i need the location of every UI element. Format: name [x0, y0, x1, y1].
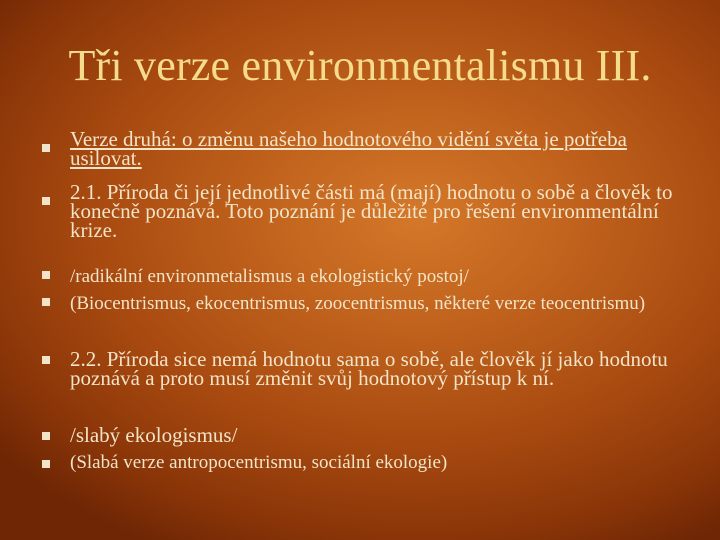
bullet-item: (Biocentrismus, ekocentrismus, zoocentrismus, některé verze teocentrismu)	[70, 293, 646, 314]
slide-title: Tři verze environmentalismu III.	[68, 41, 652, 90]
bullet-item: 2.2. Příroda sice nemá hodnotu sama o sobě, ale člověk jí jako hodnotu poznává a proto musí změnit svůj hodnotový přístup k ní.	[70, 347, 668, 390]
bullet-marker	[42, 356, 50, 364]
bullet-item: Verze druhá: o změnu našeho hodnotového vidění světa je potřeba usilovat.	[70, 127, 627, 170]
bullet-item: /slabý ekologismus/	[70, 423, 238, 447]
bullet-marker	[42, 298, 50, 306]
bullet-marker	[42, 197, 50, 205]
bullet-item: /radikální environmetalismus a ekologistický postoj/	[70, 266, 469, 287]
bullet-marker	[42, 144, 50, 152]
bullet-marker	[42, 460, 50, 468]
bullet-marker	[42, 271, 50, 279]
bullet-item: 2.1. Příroda či její jednotlivé části má (mají) hodnotu o sobě a člověk to konečně poznává. Toto poznání je důležité pro řešení environmentální krize.	[70, 180, 673, 242]
bullet-item: (Slabá verze antropocentrismu, sociální ekologie)	[70, 452, 448, 473]
bullet-marker	[42, 432, 50, 440]
